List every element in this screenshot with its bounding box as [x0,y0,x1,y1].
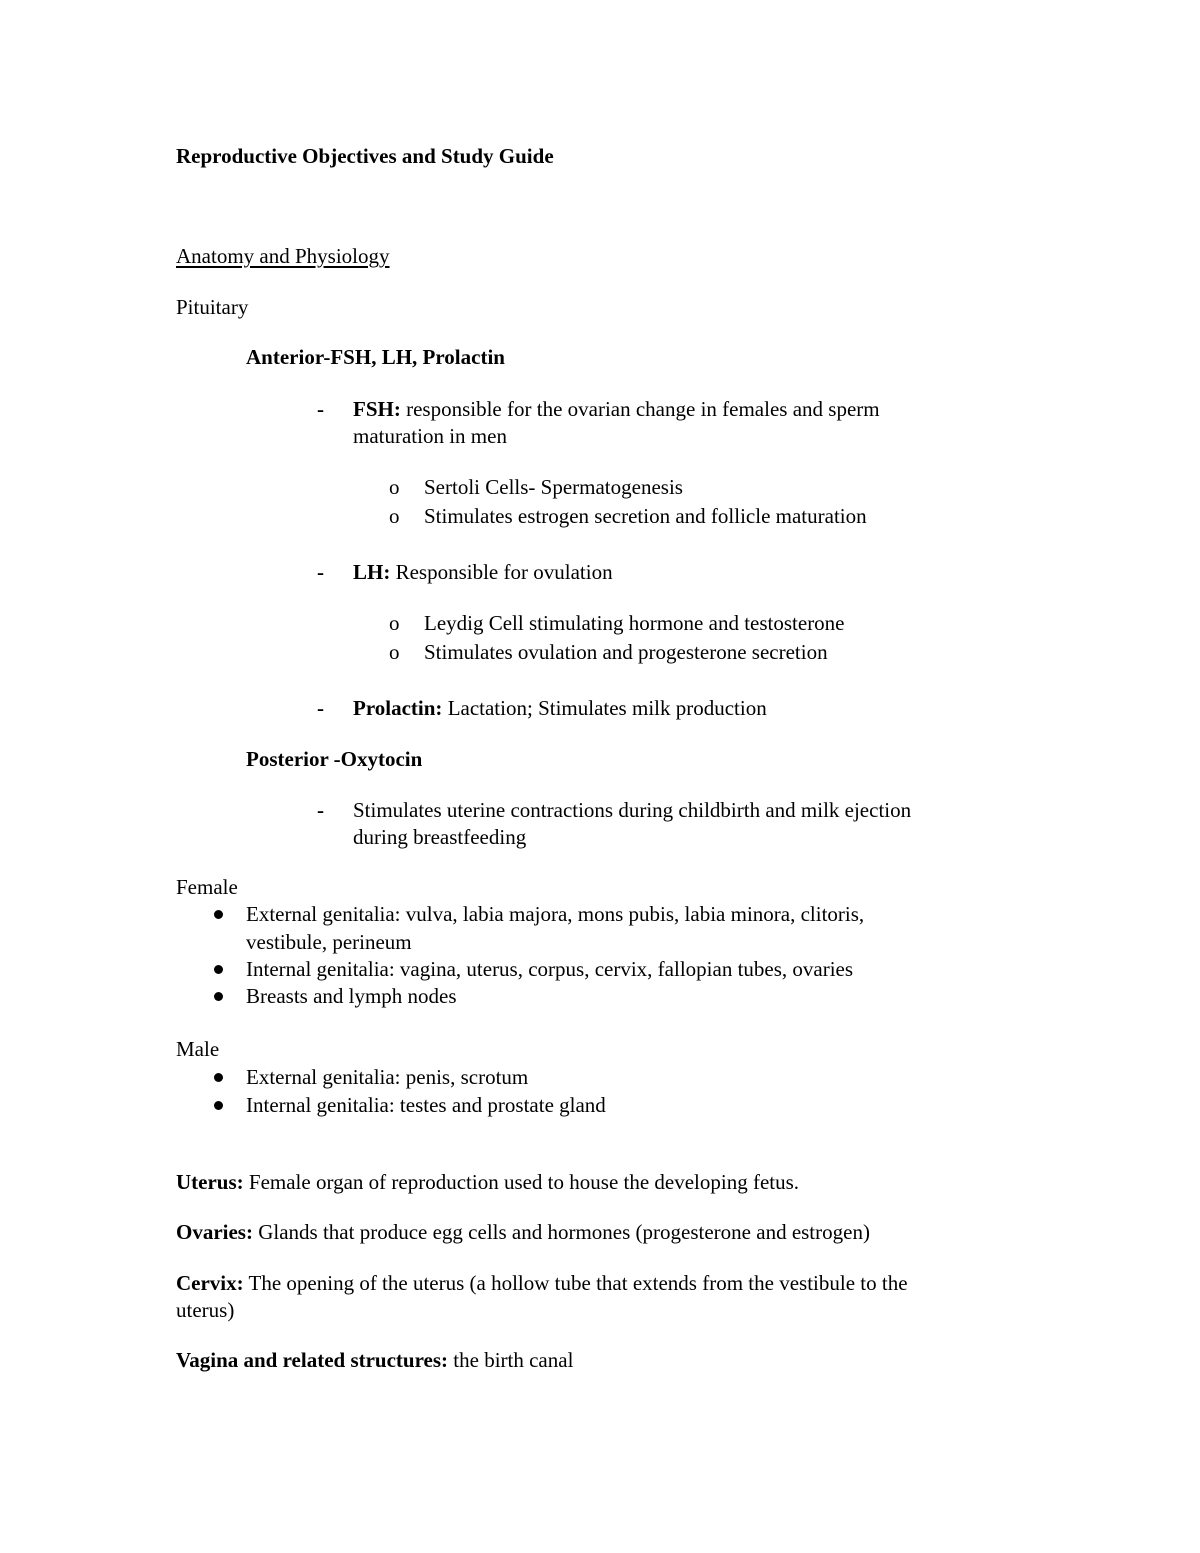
definition-term: Uterus: [176,1170,244,1194]
dash-bullet: - [317,696,324,720]
circle-bullet: o [389,640,400,664]
bullet-dot [214,965,223,974]
fsh-term: FSH: [353,397,401,421]
definition-vagina [176,1347,573,1374]
bullet-dot [214,1073,223,1082]
definition-term: Ovaries: [176,1220,253,1244]
bullet-dot [214,910,223,919]
definition-text: the birth canal [448,1348,574,1372]
female-label: Female [176,875,238,899]
dash-bullet: - [317,560,324,584]
oxytocin-item-continued: during breastfeeding [353,825,527,849]
definition-cervix [176,1270,908,1297]
definition-uterus [176,1169,799,1196]
lh-sub-item: Leydig Cell stimulating hormone and testosterone [424,611,845,635]
posterior-heading: Posterior -Oxytocin [246,747,423,771]
circle-bullet: o [389,504,400,528]
prolactin-item [353,695,767,722]
female-item-continued: vestibule, perineum [246,930,412,954]
male-item: External genitalia: penis, scrotum [246,1065,529,1089]
document-title: Reproductive Objectives and Study Guide [176,144,554,168]
definition-text: The opening of the uterus (a hollow tube that extends from the vestibule to the [243,1271,908,1295]
circle-bullet: o [389,611,400,635]
fsh-text: responsible for the ovarian change in females and sperm [400,397,880,421]
pituitary-label: Pituitary [176,295,249,319]
female-item: Breasts and lymph nodes [246,984,457,1008]
definition-text: Female organ of reproduction used to house the developing fetus. [243,1170,800,1194]
circle-bullet: o [389,475,400,499]
fsh-sub-item: Stimulates estrogen secretion and follicle maturation [424,504,867,528]
definition-term: Cervix: [176,1271,244,1295]
anterior-heading: Anterior-FSH, LH, Prolactin [246,345,505,369]
male-item: Internal genitalia: testes and prostate gland [246,1093,606,1117]
dash-bullet: - [317,798,324,822]
bullet-dot [214,992,223,1001]
lh-text: Responsible for ovulation [390,560,613,584]
fsh-item [353,396,880,423]
oxytocin-item: Stimulates uterine contractions during childbirth and milk ejection [353,798,912,822]
lh-term: LH: [353,560,391,584]
fsh-text-continued: maturation in men [353,424,507,448]
female-item: External genitalia: vulva, labia majora, mons pubis, labia minora, clitoris, [246,902,865,926]
bullet-dot [214,1101,223,1110]
prolactin-term: Prolactin: [353,696,443,720]
female-item: Internal genitalia: vagina, uterus, corpus, cervix, fallopian tubes, ovaries [246,957,854,981]
section-heading: Anatomy and Physiology [176,244,390,268]
male-label: Male [176,1037,220,1061]
dash-bullet: - [317,397,324,421]
definition-cervix-continued: uterus) [176,1298,235,1322]
lh-sub-item: Stimulates ovulation and progesterone secretion [424,640,828,664]
fsh-sub-item: Sertoli Cells- Spermatogenesis [424,475,683,499]
definition-text: Glands that produce egg cells and hormones (progesterone and estrogen) [252,1220,870,1244]
lh-item [353,559,613,586]
definition-ovaries [176,1219,870,1246]
prolactin-text: Lactation; Stimulates milk production [442,696,767,720]
definition-term: Vagina and related structures: [176,1348,449,1372]
